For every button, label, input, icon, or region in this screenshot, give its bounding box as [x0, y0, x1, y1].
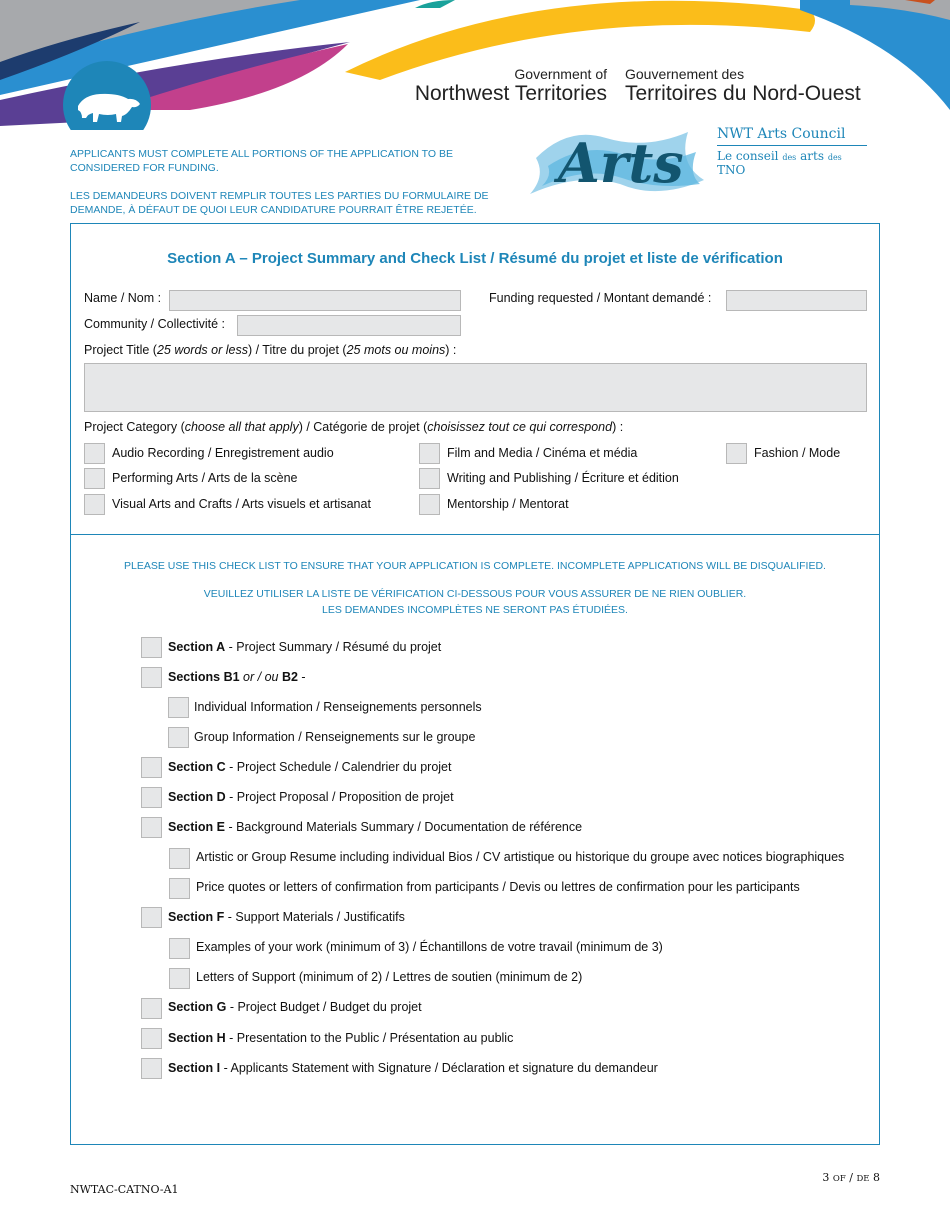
section-a-title: Section A – Project Summary and Check List / Résumé du projet et liste de vérification [167, 250, 783, 267]
category-label-audio: Audio Recording / Enregistrement audio [112, 446, 334, 460]
gov-en-line2: Northwest Territories [414, 82, 607, 105]
council-fr-word: arts [800, 149, 824, 163]
council-name-french [717, 149, 867, 177]
checklist-item-section-i [168, 1061, 658, 1075]
category-checkbox-fashion[interactable] [726, 443, 747, 464]
checklist-item-section-e [168, 820, 582, 834]
gov-fr-line2: Territoires du Nord-Ouest [625, 82, 861, 105]
checklist-item-support-letters: Letters of Support (minimum of 2) / Lettres de soutien (minimum de 2) [196, 970, 583, 984]
checklist-item-artistic-resume: Artistic or Group Resume including individual Bios / CV artistique ou historique du groupe avec notices biographiques [196, 850, 845, 864]
checklist-checkbox-work-examples[interactable] [169, 938, 190, 959]
project-title-field[interactable] [84, 363, 867, 412]
label-part: ) / Titre du projet ( [247, 343, 347, 357]
category-checkbox-mentorship[interactable] [419, 494, 440, 515]
section-divider [71, 534, 879, 535]
checklist-item-section-b [168, 670, 306, 684]
funding-field[interactable] [726, 290, 867, 311]
checklist-checkbox-section-e[interactable] [141, 817, 162, 838]
page-of: OF [832, 1174, 846, 1184]
checklist-checkbox-section-b[interactable] [141, 667, 162, 688]
checklist-checkbox-individual-info[interactable] [168, 697, 189, 718]
label-part: ) : [612, 420, 624, 434]
gov-en-line1: Government of [514, 66, 607, 82]
category-label-visual: Visual Arts and Crafts / Arts visuels et artisanat [112, 497, 371, 511]
category-label-film: Film and Media / Cinéma et média [447, 446, 638, 460]
item-text: - [297, 670, 306, 684]
form-frame [70, 223, 880, 1145]
label-part: 25 words or less [156, 343, 248, 357]
checklist-item-section-h [168, 1031, 513, 1045]
item-text: - Background Materials Summary / Documentation de référence [224, 820, 583, 834]
community-label: Community / Collectivité : [84, 317, 226, 331]
item-text: - Support Materials / Justificatifs [224, 910, 405, 924]
checklist-item-section-c [168, 760, 451, 774]
name-label: Name / Nom : [84, 291, 162, 305]
checklist-item-section-a [168, 640, 441, 654]
item-text: - Project Budget / Budget du projet [226, 1000, 422, 1014]
checklist-checkbox-section-h[interactable] [141, 1028, 162, 1049]
page-sep: / [849, 1171, 853, 1184]
checklist-item-work-examples: Examples of your work (minimum of 3) / Échantillons de votre travail (minimum de 3) [196, 940, 663, 954]
page-current: 3 [822, 1171, 830, 1184]
council-fr-word: Le conseil [717, 149, 779, 163]
form-code: NWTAC-CATNO-A1 [70, 1183, 179, 1196]
label-part: Project Category ( [84, 420, 185, 434]
checklist-checkbox-section-g[interactable] [141, 998, 162, 1019]
label-part: choisissez tout ce qui correspond [427, 420, 613, 434]
checklist-checkbox-artistic-resume[interactable] [169, 848, 190, 869]
checklist-item-section-d [168, 790, 454, 804]
gov-name-english [415, 66, 607, 106]
name-field[interactable] [169, 290, 461, 311]
checklist-checkbox-section-i[interactable] [141, 1058, 162, 1079]
checklist-item-group-info: Group Information / Renseignements sur le groupe [194, 730, 476, 744]
checklist-checkbox-price-quotes[interactable] [169, 878, 190, 899]
council-fr-word: des [782, 153, 797, 162]
item-text: - Applicants Statement with Signature / Déclaration et signature du demandeur [220, 1061, 658, 1075]
checklist-item-price-quotes: Price quotes or letters of confirmation from participants / Devis ou lettres de confirmation pour les participants [196, 880, 800, 894]
category-checkbox-visual[interactable] [84, 494, 105, 515]
category-checkbox-film[interactable] [419, 443, 440, 464]
council-fr-word: des [827, 153, 842, 162]
category-label-fashion: Fashion / Mode [754, 446, 841, 460]
checklist-checkbox-support-letters[interactable] [169, 968, 190, 989]
page-de: DE [856, 1174, 870, 1184]
header-banner [0, 0, 950, 130]
category-label-mentorship: Mentorship / Mentorat [447, 497, 569, 511]
checklist-item-section-g [168, 1000, 422, 1014]
item-italic: or / ou [239, 670, 282, 684]
checklist-item-individual-info: Individual Information / Renseignements personnels [194, 700, 482, 714]
item-bold: Section A [168, 640, 226, 654]
item-bold: Section C [168, 760, 226, 774]
label-part: Project Title ( [84, 343, 157, 357]
page-total: 8 [873, 1171, 880, 1184]
funding-label: Funding requested / Montant demandé : [489, 291, 712, 305]
gov-fr-line1: Gouvernement des [625, 66, 745, 82]
checklist-checkbox-group-info[interactable] [168, 727, 189, 748]
community-field[interactable] [237, 315, 461, 336]
checklist-instruction-english: PLEASE USE THIS CHECK LIST TO ENSURE THAT YOUR APPLICATION IS COMPLETE. INCOMPLETE APPLICATIONS WILL BE DISQUALIFIED. [124, 560, 826, 572]
label-part: choose all that apply [184, 420, 299, 434]
arts-council-name [717, 126, 867, 177]
item-bold: Section G [168, 1000, 227, 1014]
item-bold: Section I [168, 1061, 221, 1075]
category-checkbox-writing[interactable] [419, 468, 440, 489]
notice-english: APPLICANTS MUST COMPLETE ALL PORTIONS OF THE APPLICATION TO BE CONSIDERED FOR FUNDING. [70, 148, 453, 174]
item-text: - Project Proposal / Proposition de projet [225, 790, 454, 804]
checklist-checkbox-section-a[interactable] [141, 637, 162, 658]
council-name-english: NWT Arts Council [717, 126, 867, 146]
category-label-writing: Writing and Publishing / Écriture et édition [447, 471, 679, 485]
item-bold: Sections B1 [168, 670, 240, 684]
category-label-performing: Performing Arts / Arts de la scène [112, 471, 298, 485]
item-bold: Section D [168, 790, 226, 804]
item-text: - Project Schedule / Calendrier du projet [225, 760, 452, 774]
arts-council-logo [528, 124, 718, 200]
council-fr-word: TNO [717, 163, 746, 177]
gov-name-french [625, 66, 861, 106]
checklist-instruction-french-1: VEUILLEZ UTILISER LA LISTE DE VÉRIFICATION CI-DESSOUS POUR VOUS ASSURER DE NE RIEN OUBLIER. [203, 588, 747, 600]
page-number [822, 1171, 880, 1184]
item-bold: Section E [168, 820, 225, 834]
project-title-label [84, 343, 456, 357]
notice-french: LES DEMANDEURS DOIVENT REMPLIR TOUTES LES PARTIES DU FORMULAIRE DE DEMANDE, À DÉFAUT DE QUOI LEUR CANDIDATURE POURRAIT ÊTRE REJETÉE. [70, 190, 489, 216]
project-category-label [84, 420, 623, 434]
logo-wordmark: Arts [558, 131, 684, 195]
banner-teal-accent [415, 0, 455, 8]
item-bold: Section H [168, 1031, 226, 1045]
category-checkbox-performing[interactable] [84, 468, 105, 489]
checklist-checkbox-section-f[interactable] [141, 907, 162, 928]
label-part: ) : [445, 343, 457, 357]
category-checkbox-audio[interactable] [84, 443, 105, 464]
label-part: 25 mots ou moins [346, 343, 446, 357]
checklist-instruction-french-2: LES DEMANDES INCOMPLÈTES NE SERONT PAS ÉTUDIÉES. [322, 604, 628, 616]
checklist-checkbox-section-d[interactable] [141, 787, 162, 808]
checklist-item-section-f [168, 910, 405, 924]
checklist-checkbox-section-c[interactable] [141, 757, 162, 778]
item-text: - Presentation to the Public / Présentation au public [225, 1031, 514, 1045]
item-bold: B2 [281, 670, 298, 684]
label-part: ) / Catégorie de projet ( [298, 420, 428, 434]
item-bold: Section F [168, 910, 225, 924]
item-text: - Project Summary / Résumé du projet [225, 640, 442, 654]
